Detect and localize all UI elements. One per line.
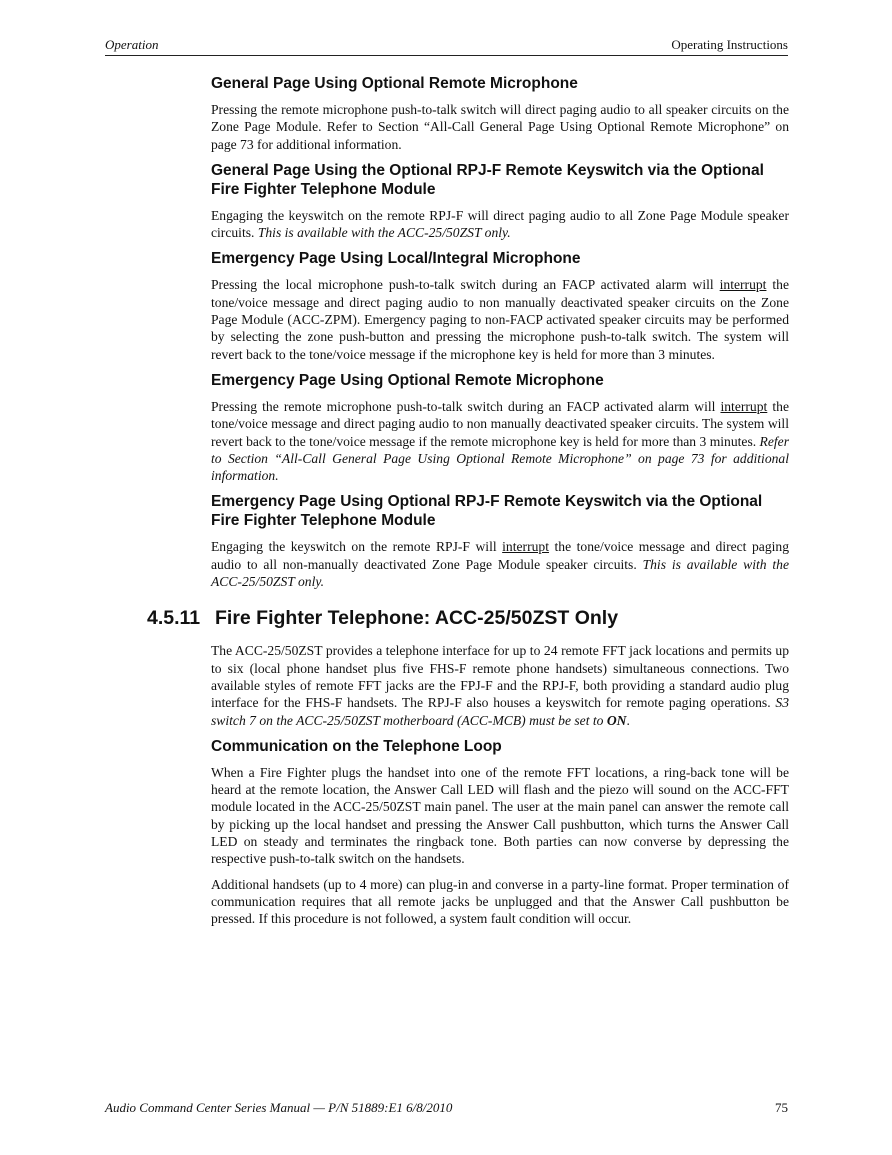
text-run: Pressing the remote microphone push-to-talk switch during an FACP activated alarm will — [211, 398, 721, 414]
text-run: . — [626, 712, 630, 728]
footer-manual: Audio Command Center Series Manual — P/N 51889:E1 6/8/2010 — [105, 1100, 453, 1115]
body-paragraph — [211, 538, 789, 590]
subsection — [211, 737, 789, 928]
header-chapter: Operating Instructions — [671, 37, 788, 52]
page-header — [105, 36, 788, 56]
section-heading — [147, 606, 789, 630]
body-paragraph — [211, 642, 789, 728]
body-paragraph — [211, 398, 789, 484]
subsection-heading: Emergency Page Using Optional RPJ-F Remote Keyswitch via the Optional Fire Fighter Telephone Module — [211, 493, 763, 530]
subsection-heading: Emergency Page Using Local/Integral Microphone — [211, 250, 581, 268]
subsection — [211, 492, 789, 590]
text-run: interrupt — [502, 539, 549, 555]
text-run: Engaging the keyswitch on the remote RPJ-F will — [211, 539, 503, 555]
body-paragraph — [211, 876, 789, 928]
page-number: 75 — [775, 1100, 788, 1115]
subsection-heading: General Page Using the Optional RPJ-F Remote Keyswitch via the Optional Fire Fighter Telephone Module — [211, 161, 764, 198]
section-number: 4.5.11 — [147, 607, 201, 630]
subsection-heading: General Page Using Optional Remote Microphone — [211, 75, 578, 92]
text-run: Engaging the keyswitch on the remote RPJ-F will direct paging audio to all Zone Page Module speaker circuits. — [211, 207, 789, 241]
page-body — [147, 74, 789, 936]
header-section: Operation — [105, 37, 159, 52]
text-run: Refer to Section “All-Call General Page Using Optional Remote Microphone” on page 73 for additional information. — [211, 433, 789, 484]
text-run: the tone/voice message and direct paging audio to non manually deactivated speaker circuits on the Zone Page Module (ACC-ZPM). Emergency paging to non-FACP activated speaker circuits may be performed by selecting the zone push-button and pressing the microphone push-to-talk switch. The system will revert back to the tone/voice message if the microphone key is held for more than 3 minutes. — [211, 277, 789, 362]
text-run: Pressing the remote microphone push-to-talk switch will direct paging audio to all speaker circuits on the Zone Page Module. Refer to Section “All-Call General Page Using Optional Remote Microphone” on page 73 for additional information. — [211, 102, 789, 152]
text-run: This is available with the ACC-25/50ZST only. — [257, 225, 511, 241]
body-paragraph — [211, 764, 789, 868]
subsection — [211, 161, 789, 242]
text-run: When a Fire Fighter plugs the handset into one of the remote FFT locations, a ring-back tone will be heard at the remote location, the Answer Call LED will flash and the piezo will sound on the ACC-FFT module located in the ACC-25/50ZST main panel. The user at the main panel can answer the remote call by picking up the local handset and pressing the Answer Call pushbutton, which turns the Answer Call LED on steady and terminates the ringback tone. Both parties can now converse by depressing the respective push-to-talk switch on the handsets. — [211, 764, 789, 867]
text-run: This is available with the ACC-25/50ZST only. — [211, 556, 789, 590]
text-run: ON — [606, 712, 627, 728]
text-run: The ACC-25/50ZST provides a telephone interface for up to 24 remote FFT jack locations and permits up to six (local phone handset plus five FHS-F remote phone handsets) simultaneous connections. Two available styles of remote FFT jacks are the FPJ-F and the RPJ-F, both providing a standard audio plug interface for the FHS-F handsets. The RPJ-F also houses a keyswitch for remote paging operations. — [211, 643, 789, 711]
subsection — [211, 371, 789, 484]
text-run: S3 switch 7 on the ACC-25/50ZST motherboard (ACC-MCB) must be set to — [211, 695, 789, 728]
subsection — [211, 249, 789, 362]
text-run: the tone/voice message and direct paging audio to non manually deactivated speaker circuits. The system will revert back to the tone/voice message if the remote microphone key is held for more than 3 minutes. — [211, 398, 789, 449]
subsection — [211, 74, 789, 153]
body-paragraph — [211, 101, 789, 153]
text-run: interrupt — [719, 277, 767, 293]
body-paragraph — [211, 207, 789, 242]
text-run: Additional handsets (up to 4 more) can plug-in and converse in a party-line format. Proper termination of communication requires that all remote jacks be unplugged and that the Answer Call pushbutton be pressed. If this procedure is not followed, a system fault condition will occur. — [211, 876, 789, 927]
subsection-heading: Emergency Page Using Optional Remote Microphone — [211, 371, 604, 389]
text-run: Pressing the local microphone push-to-talk switch during an FACP activated alarm will — [211, 277, 720, 293]
body-paragraph — [211, 276, 789, 362]
section-title: Fire Fighter Telephone: ACC-25/50ZST Only — [215, 607, 619, 630]
text-run: the tone/voice message and direct paging audio to all non-manually deactivated Zone Page Module speaker circuits. — [211, 539, 789, 572]
text-run: interrupt — [720, 398, 768, 414]
subsection-heading: Communication on the Telephone Loop — [211, 737, 502, 755]
